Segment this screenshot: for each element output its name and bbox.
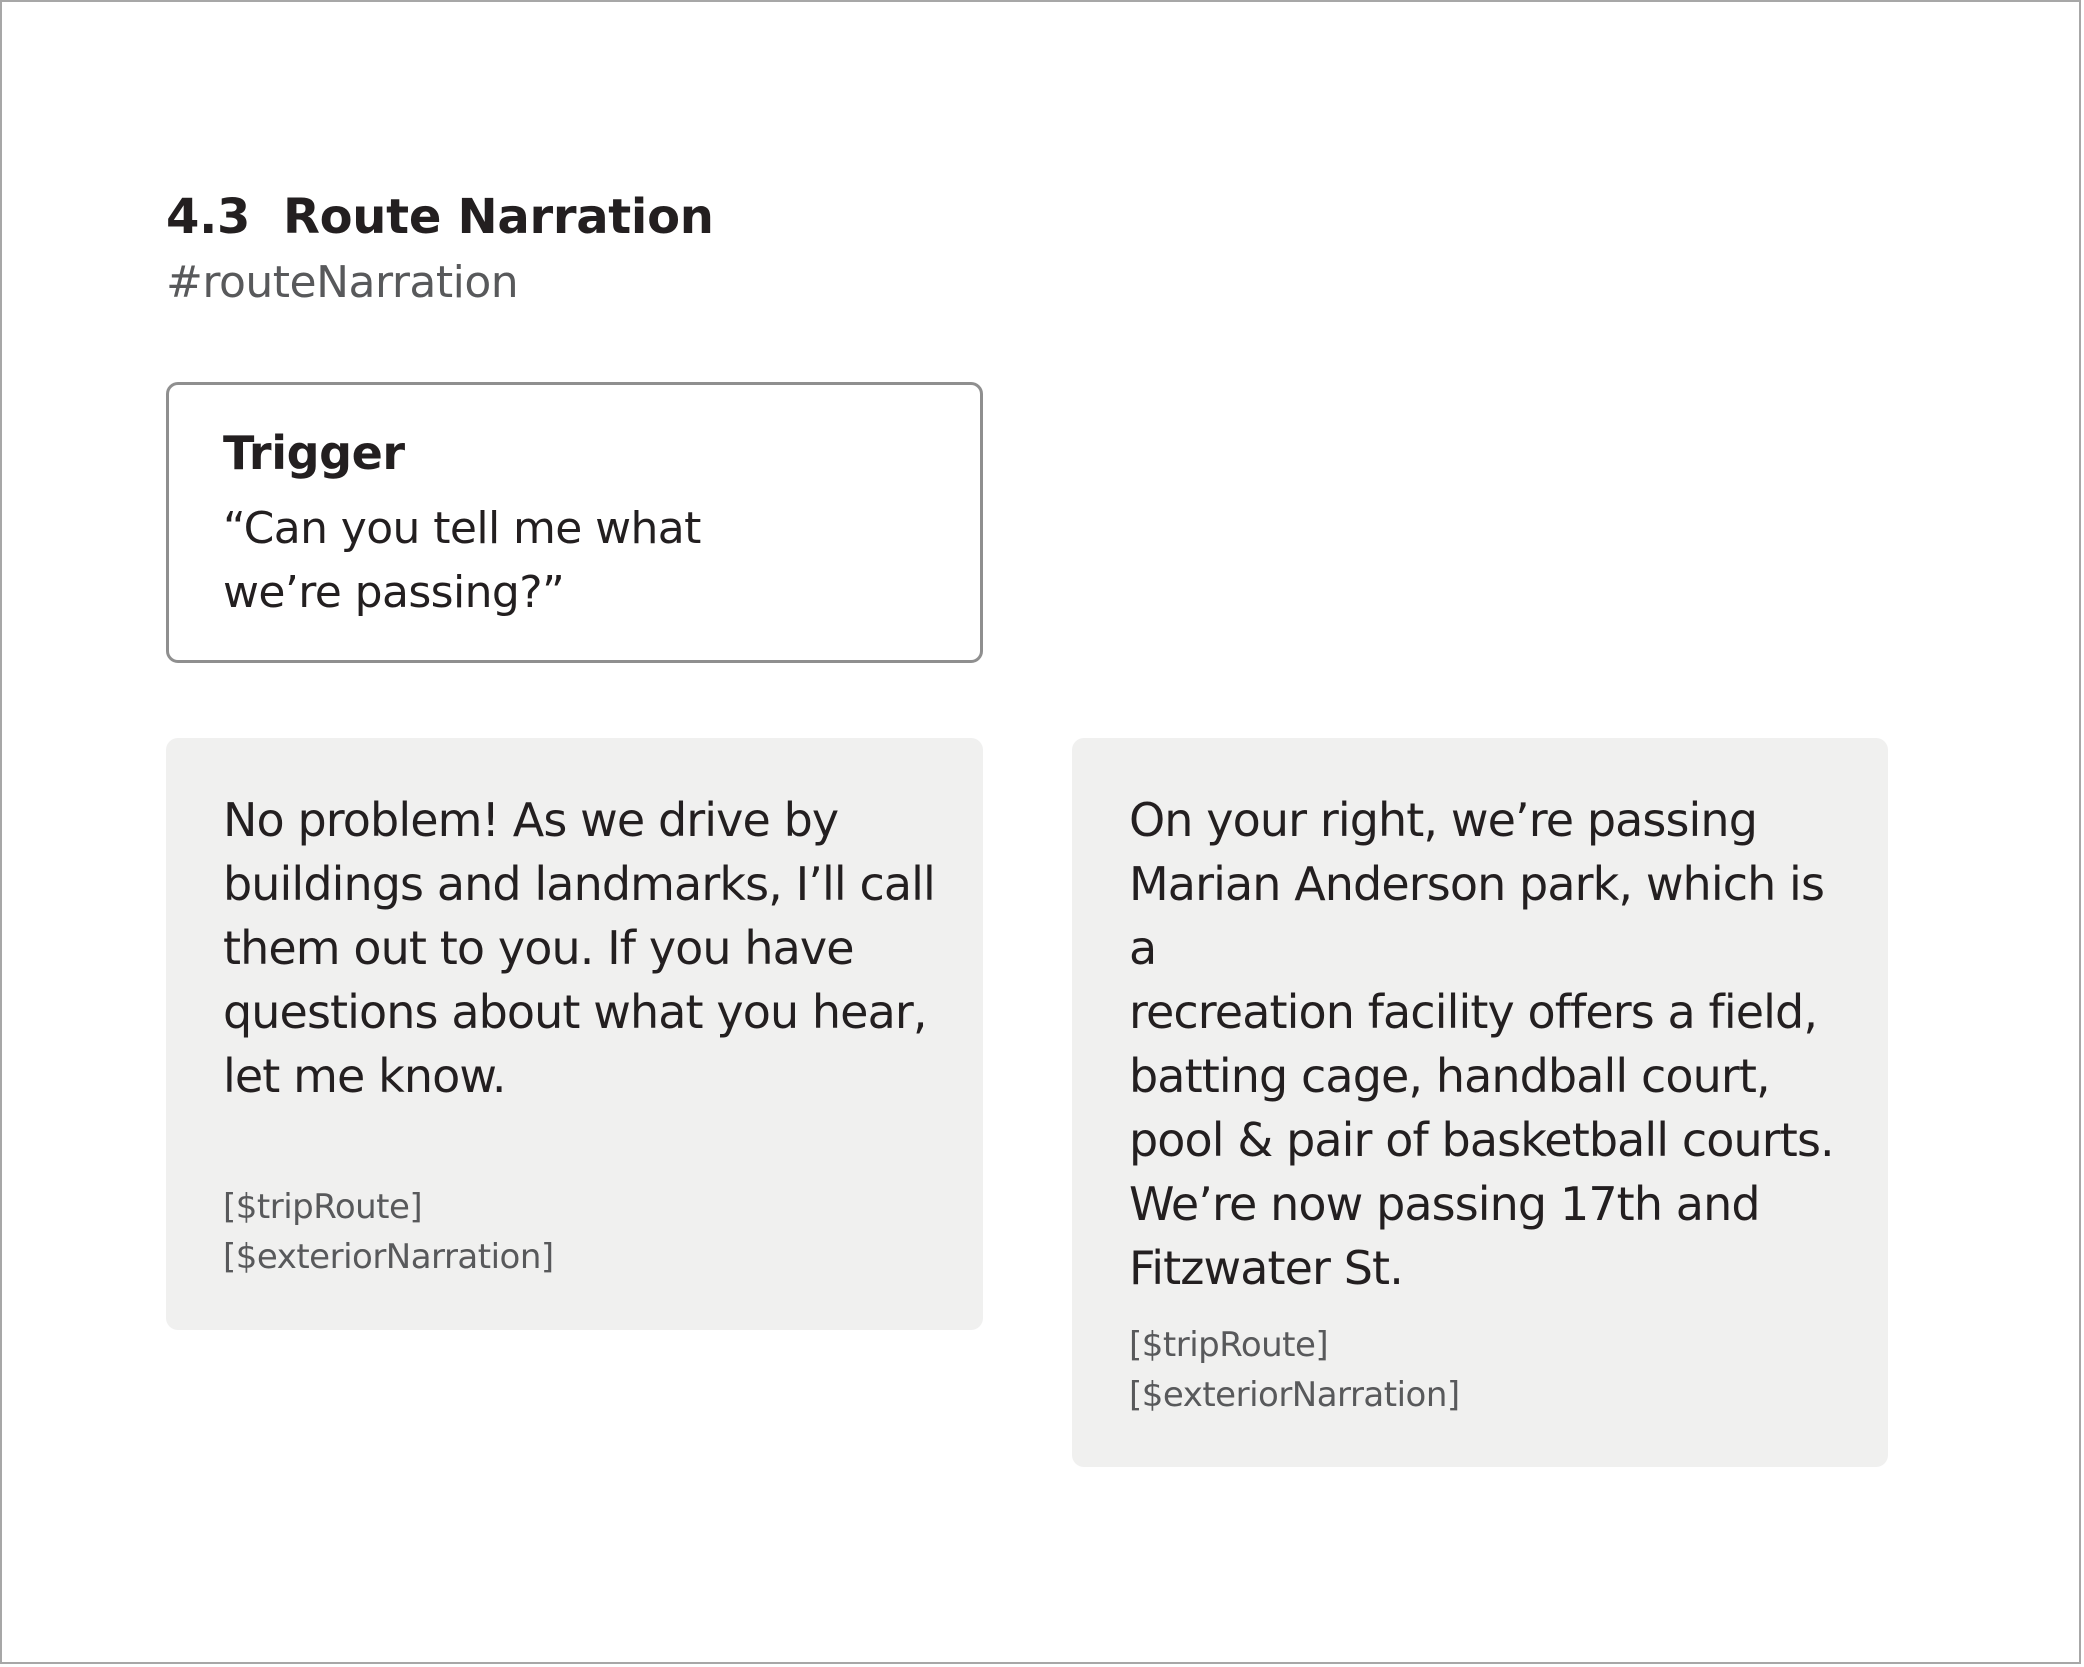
response-line: Fitzwater St. xyxy=(1129,1241,1403,1295)
trigger-quote-line: we’re passing?” xyxy=(223,567,565,618)
trigger-card xyxy=(166,382,983,663)
response-line: them out to you. If you have xyxy=(223,921,854,975)
trigger-label: Trigger xyxy=(223,426,405,480)
response-text xyxy=(223,788,958,1108)
section-title xyxy=(166,190,714,245)
response-line: We’re now passing 17th and xyxy=(1129,1177,1760,1231)
variable-exterior-narration: [$exteriorNarration] xyxy=(1129,1375,1460,1415)
section-tag: #routeNarration xyxy=(166,257,519,308)
response-text xyxy=(1129,788,1864,1300)
response-line: let me know. xyxy=(223,1049,506,1103)
response-line: buildings and landmarks, I’ll call xyxy=(223,857,935,911)
response-card-narration xyxy=(1072,738,1888,1467)
variable-exterior-narration: [$exteriorNarration] xyxy=(223,1237,554,1277)
response-line: Marian Anderson park, which is a xyxy=(1129,857,1825,975)
response-line: batting cage, handball court, xyxy=(1129,1049,1770,1103)
response-line: On your right, we’re passing xyxy=(1129,793,1757,847)
response-line: questions about what you hear, xyxy=(223,985,927,1039)
section-title-text: Route Narration xyxy=(282,189,714,245)
section-number: 4.3 xyxy=(166,189,251,245)
trigger-quote xyxy=(223,497,863,625)
response-line: pool & pair of basketball courts. xyxy=(1129,1113,1834,1167)
variable-list xyxy=(223,1182,554,1282)
response-card-intro xyxy=(166,738,983,1330)
response-line: recreation facility offers a field, xyxy=(1129,985,1818,1039)
variable-list xyxy=(1129,1320,1460,1420)
variable-trip-route: [$tripRoute] xyxy=(1129,1325,1329,1365)
trigger-quote-line: “Can you tell me what xyxy=(223,503,701,554)
variable-trip-route: [$tripRoute] xyxy=(223,1187,423,1227)
response-line: No problem! As we drive by xyxy=(223,793,839,847)
